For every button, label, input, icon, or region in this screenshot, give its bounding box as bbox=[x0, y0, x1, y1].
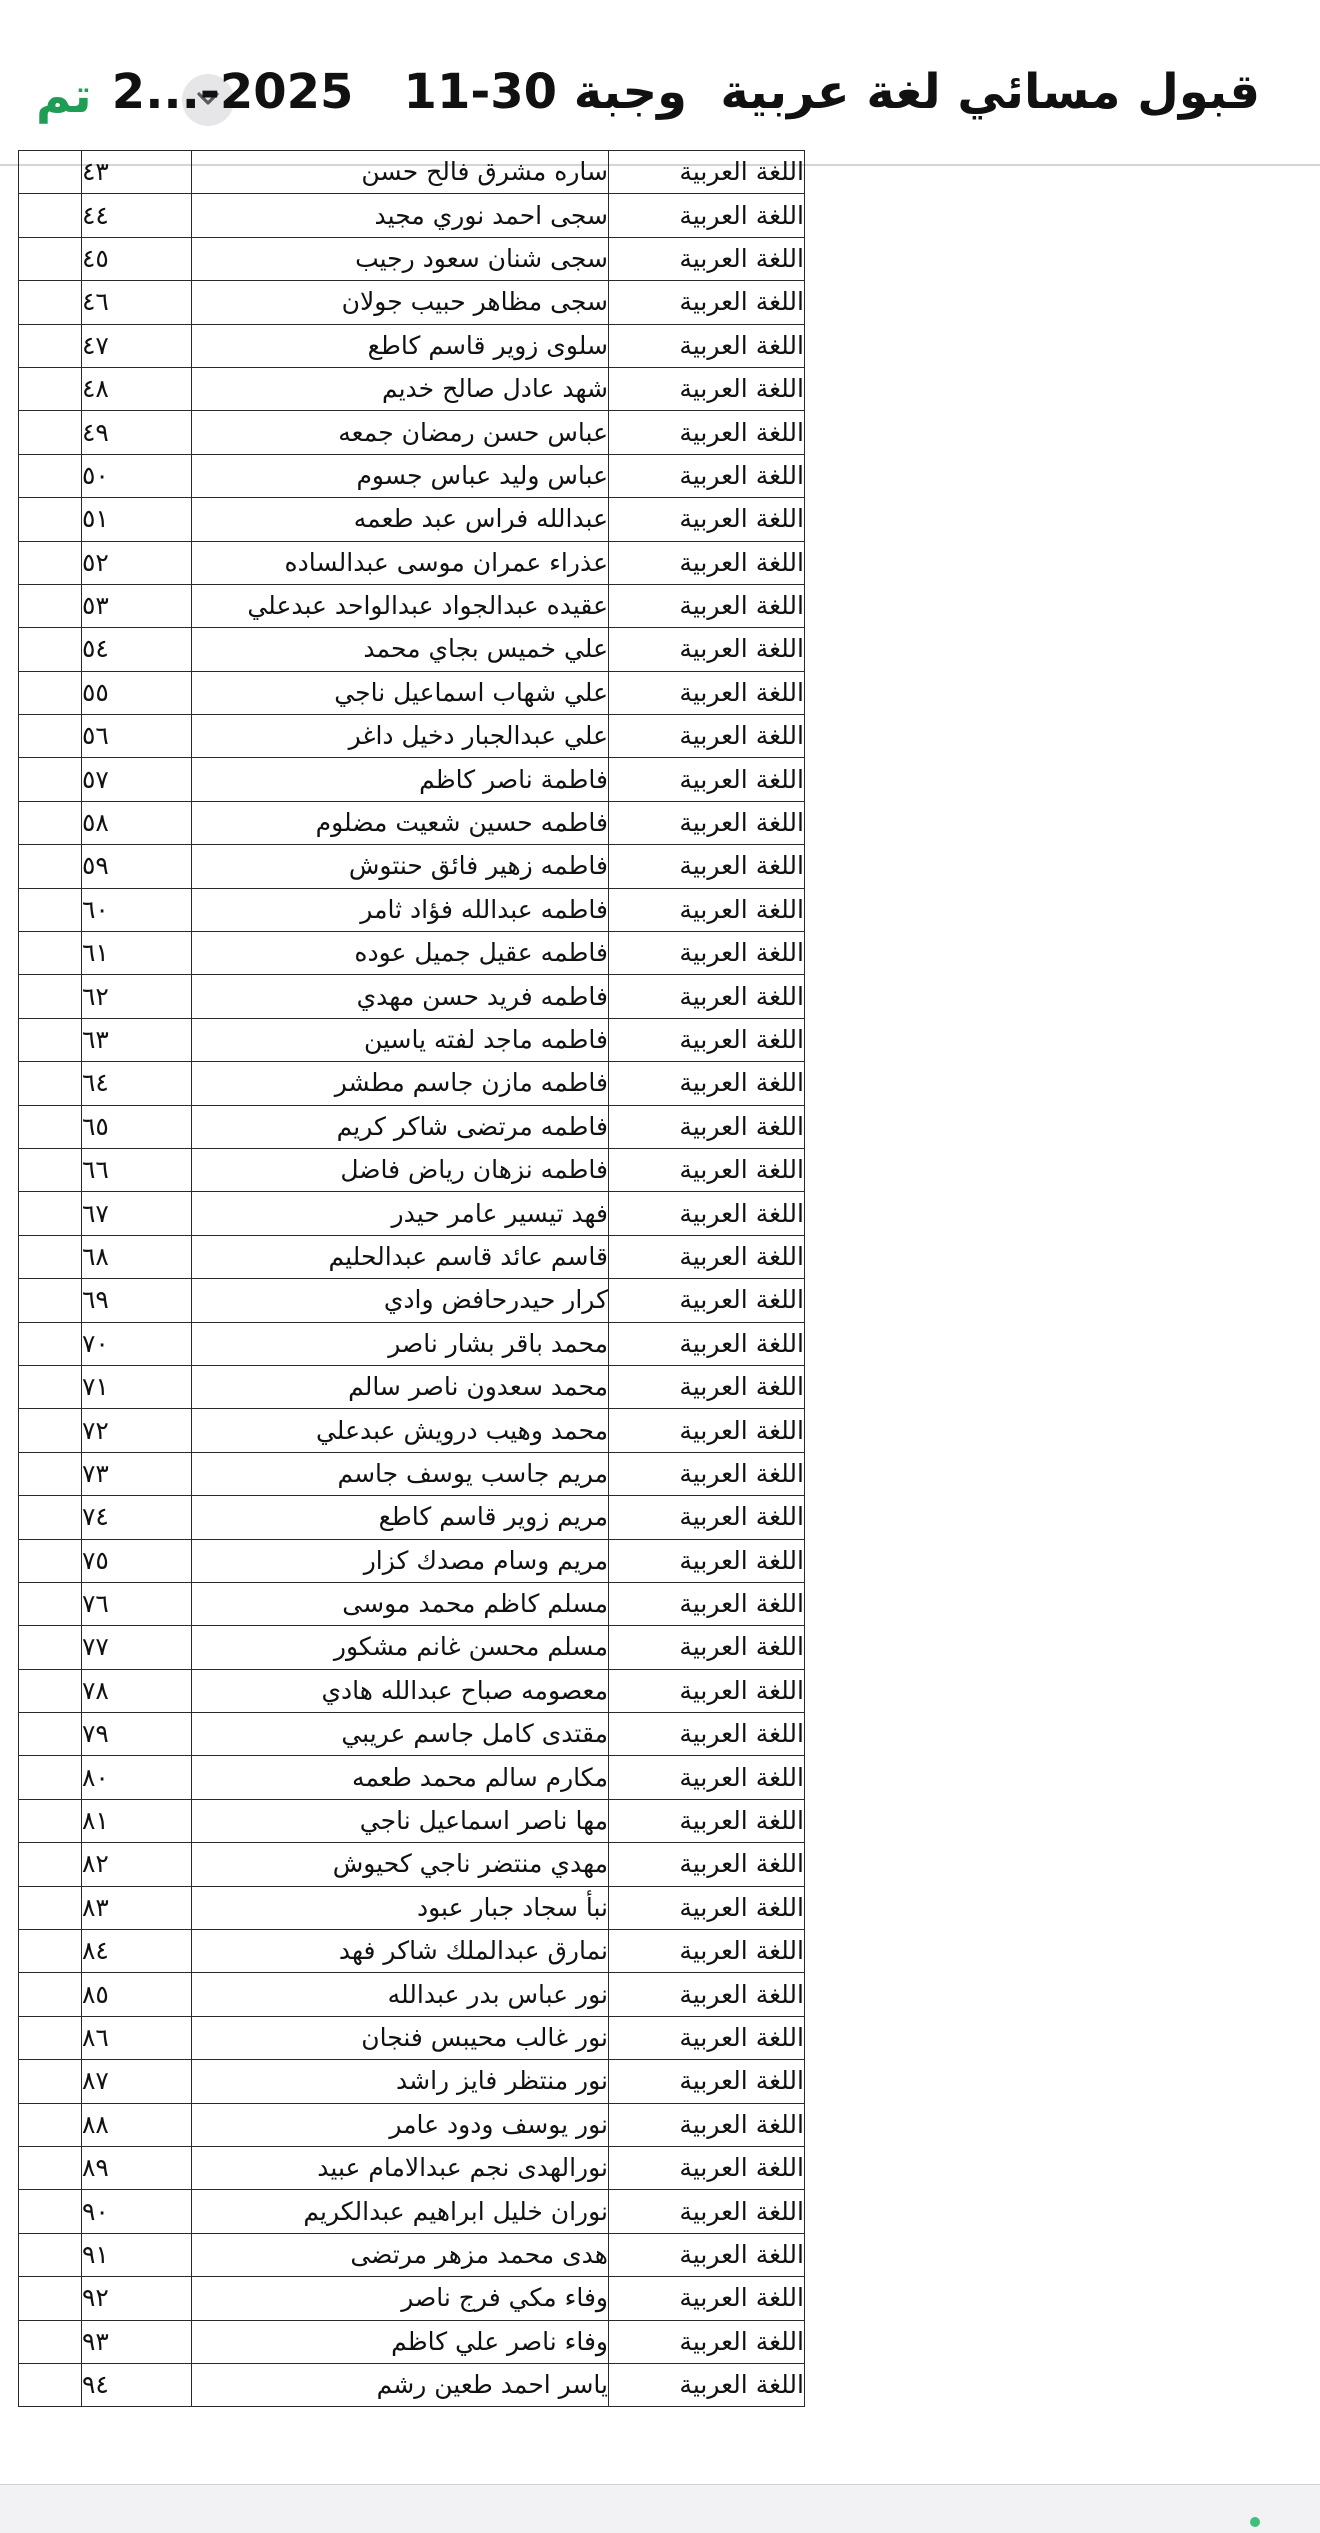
student-name-cell[interactable]: نور عباس بدر عبدالله bbox=[192, 1973, 609, 2016]
table-row[interactable] bbox=[19, 1496, 805, 1539]
student-name-cell[interactable]: نوران خليل ابراهيم عبدالكريم bbox=[192, 2190, 609, 2233]
row-number-cell[interactable]: ٥٠ bbox=[82, 454, 192, 497]
department-cell[interactable]: اللغة العربية bbox=[609, 584, 805, 627]
student-name-cell[interactable]: ساره مشرق فالح حسن bbox=[192, 151, 609, 194]
table-row[interactable] bbox=[19, 1322, 805, 1365]
student-name-cell[interactable]: فهد تيسير عامر حيدر bbox=[192, 1192, 609, 1235]
student-name-cell[interactable]: نور يوسف ودود عامر bbox=[192, 2103, 609, 2146]
row-number-cell[interactable]: ٨٦ bbox=[82, 2016, 192, 2059]
student-name-cell[interactable]: سجى احمد نوري مجيد bbox=[192, 194, 609, 237]
row-gutter-cell[interactable] bbox=[19, 1582, 82, 1625]
student-name-cell[interactable]: مها ناصر اسماعيل ناجي bbox=[192, 1799, 609, 1842]
row-number-cell[interactable]: ٥٧ bbox=[82, 758, 192, 801]
department-cell[interactable]: اللغة العربية bbox=[609, 281, 805, 324]
row-gutter-cell[interactable] bbox=[19, 2146, 82, 2189]
student-name-cell[interactable]: عبدالله فراس عبد طعمه bbox=[192, 498, 609, 541]
department-cell[interactable]: اللغة العربية bbox=[609, 1235, 805, 1278]
row-number-cell[interactable]: ٩٠ bbox=[82, 2190, 192, 2233]
department-cell[interactable]: اللغة العربية bbox=[609, 151, 805, 194]
row-gutter-cell[interactable] bbox=[19, 671, 82, 714]
table-row[interactable] bbox=[19, 1669, 805, 1712]
department-cell[interactable]: اللغة العربية bbox=[609, 2363, 805, 2406]
table-row[interactable] bbox=[19, 1279, 805, 1322]
student-name-cell[interactable]: نور غالب محيبس فنجان bbox=[192, 2016, 609, 2059]
row-gutter-cell[interactable] bbox=[19, 237, 82, 280]
row-gutter-cell[interactable] bbox=[19, 1756, 82, 1799]
table-row[interactable] bbox=[19, 1582, 805, 1625]
student-name-cell[interactable]: مكارم سالم محمد طعمه bbox=[192, 1756, 609, 1799]
row-gutter-cell[interactable] bbox=[19, 1539, 82, 1582]
row-gutter-cell[interactable] bbox=[19, 2233, 82, 2276]
department-cell[interactable]: اللغة العربية bbox=[609, 1496, 805, 1539]
table-row[interactable] bbox=[19, 1235, 805, 1278]
row-gutter-cell[interactable] bbox=[19, 1496, 82, 1539]
row-gutter-cell[interactable] bbox=[19, 1886, 82, 1929]
student-name-cell[interactable]: عقيده عبدالجواد عبدالواحد عبدعلي bbox=[192, 584, 609, 627]
student-name-cell[interactable]: سجى شنان سعود رجيب bbox=[192, 237, 609, 280]
table-row[interactable] bbox=[19, 498, 805, 541]
row-number-cell[interactable]: ٥٨ bbox=[82, 801, 192, 844]
department-cell[interactable]: اللغة العربية bbox=[609, 932, 805, 975]
student-name-cell[interactable]: فاطمه ماجد لفته ياسين bbox=[192, 1018, 609, 1061]
student-name-cell[interactable]: هدى محمد مزهر مرتضى bbox=[192, 2233, 609, 2276]
department-cell[interactable]: اللغة العربية bbox=[609, 671, 805, 714]
row-number-cell[interactable]: ٩٣ bbox=[82, 2320, 192, 2363]
row-number-cell[interactable]: ٥٤ bbox=[82, 628, 192, 671]
student-name-cell[interactable]: سلوى زوير قاسم كاطع bbox=[192, 324, 609, 367]
student-name-cell[interactable]: فاطمه عبدالله فؤاد ثامر bbox=[192, 888, 609, 931]
row-number-cell[interactable]: ٨٧ bbox=[82, 2060, 192, 2103]
table-row[interactable] bbox=[19, 1148, 805, 1191]
table-row[interactable] bbox=[19, 584, 805, 627]
table-row[interactable] bbox=[19, 2103, 805, 2146]
student-name-cell[interactable]: فاطمه نزهان رياض فاضل bbox=[192, 1148, 609, 1191]
row-number-cell[interactable]: ٧٦ bbox=[82, 1582, 192, 1625]
row-gutter-cell[interactable] bbox=[19, 1365, 82, 1408]
row-number-cell[interactable]: ٥٣ bbox=[82, 584, 192, 627]
student-name-cell[interactable]: كرار حيدرحافض وادي bbox=[192, 1279, 609, 1322]
row-gutter-cell[interactable] bbox=[19, 367, 82, 410]
table-row[interactable] bbox=[19, 1062, 805, 1105]
department-cell[interactable]: اللغة العربية bbox=[609, 1930, 805, 1973]
table-row[interactable] bbox=[19, 975, 805, 1018]
row-gutter-cell[interactable] bbox=[19, 194, 82, 237]
student-name-cell[interactable]: محمد باقر بشار ناصر bbox=[192, 1322, 609, 1365]
row-gutter-cell[interactable] bbox=[19, 411, 82, 454]
department-cell[interactable]: اللغة العربية bbox=[609, 2190, 805, 2233]
row-gutter-cell[interactable] bbox=[19, 628, 82, 671]
department-cell[interactable]: اللغة العربية bbox=[609, 1843, 805, 1886]
table-row[interactable] bbox=[19, 281, 805, 324]
student-name-cell[interactable]: نور منتظر فايز راشد bbox=[192, 2060, 609, 2103]
row-number-cell[interactable]: ٩٤ bbox=[82, 2363, 192, 2406]
table-row[interactable] bbox=[19, 1756, 805, 1799]
row-gutter-cell[interactable] bbox=[19, 1799, 82, 1842]
table-row[interactable] bbox=[19, 411, 805, 454]
table-row[interactable] bbox=[19, 1973, 805, 2016]
student-name-cell[interactable]: فاطمه حسين شعيت مضلوم bbox=[192, 801, 609, 844]
student-name-cell[interactable]: مريم جاسب يوسف جاسم bbox=[192, 1452, 609, 1495]
row-gutter-cell[interactable] bbox=[19, 454, 82, 497]
department-cell[interactable]: اللغة العربية bbox=[609, 975, 805, 1018]
row-number-cell[interactable]: ٨٢ bbox=[82, 1843, 192, 1886]
student-name-cell[interactable]: مسلم محسن غانم مشكور bbox=[192, 1626, 609, 1669]
bottom-toolbar bbox=[0, 2484, 1320, 2533]
row-number-cell[interactable]: ٦٠ bbox=[82, 888, 192, 931]
row-gutter-cell[interactable] bbox=[19, 1148, 82, 1191]
row-gutter-cell[interactable] bbox=[19, 2320, 82, 2363]
department-cell[interactable]: اللغة العربية bbox=[609, 1582, 805, 1625]
department-cell[interactable]: اللغة العربية bbox=[609, 628, 805, 671]
department-cell[interactable]: اللغة العربية bbox=[609, 758, 805, 801]
row-gutter-cell[interactable] bbox=[19, 1713, 82, 1756]
row-gutter-cell[interactable] bbox=[19, 1930, 82, 1973]
row-gutter-cell[interactable] bbox=[19, 281, 82, 324]
row-number-cell[interactable]: ٥١ bbox=[82, 498, 192, 541]
department-cell[interactable]: اللغة العربية bbox=[609, 1452, 805, 1495]
department-cell[interactable]: اللغة العربية bbox=[609, 324, 805, 367]
row-gutter-cell[interactable] bbox=[19, 2103, 82, 2146]
row-number-cell[interactable]: ٦٤ bbox=[82, 1062, 192, 1105]
table-row[interactable] bbox=[19, 151, 805, 194]
spreadsheet-view[interactable] bbox=[0, 157, 1320, 2484]
student-name-cell[interactable]: علي خميس بجاي محمد bbox=[192, 628, 609, 671]
row-number-cell[interactable]: ٩٢ bbox=[82, 2277, 192, 2320]
department-cell[interactable]: اللغة العربية bbox=[609, 1018, 805, 1061]
row-number-cell[interactable]: ٧٠ bbox=[82, 1322, 192, 1365]
department-cell[interactable]: اللغة العربية bbox=[609, 2060, 805, 2103]
table-row[interactable] bbox=[19, 932, 805, 975]
table-row[interactable] bbox=[19, 1799, 805, 1842]
table-row[interactable] bbox=[19, 2277, 805, 2320]
done-button[interactable]: تم bbox=[36, 68, 92, 124]
student-name-cell[interactable]: نبأ سجاد جبار عبود bbox=[192, 1886, 609, 1929]
department-cell[interactable]: اللغة العربية bbox=[609, 1713, 805, 1756]
row-gutter-cell[interactable] bbox=[19, 932, 82, 975]
row-gutter-cell[interactable] bbox=[19, 1322, 82, 1365]
student-name-cell[interactable]: فاطمه مرتضى شاكر كريم bbox=[192, 1105, 609, 1148]
row-number-cell[interactable]: ٧٤ bbox=[82, 1496, 192, 1539]
student-name-cell[interactable]: نورالهدى نجم عبدالامام عبيد bbox=[192, 2146, 609, 2189]
table-row[interactable] bbox=[19, 845, 805, 888]
department-cell[interactable]: اللغة العربية bbox=[609, 888, 805, 931]
table-row[interactable] bbox=[19, 194, 805, 237]
student-name-cell[interactable]: فاطمه زهير فائق حنتوش bbox=[192, 845, 609, 888]
navigation-bar bbox=[0, 0, 1320, 166]
department-cell[interactable]: اللغة العربية bbox=[609, 1365, 805, 1408]
student-name-cell[interactable]: فاطمه مازن جاسم مطشر bbox=[192, 1062, 609, 1105]
row-number-cell[interactable]: ٨٠ bbox=[82, 1756, 192, 1799]
row-number-cell[interactable]: ٦٨ bbox=[82, 1235, 192, 1278]
table-row[interactable] bbox=[19, 237, 805, 280]
table-row[interactable] bbox=[19, 1018, 805, 1061]
table-row[interactable] bbox=[19, 1843, 805, 1886]
department-cell[interactable]: اللغة العربية bbox=[609, 367, 805, 410]
table-row[interactable] bbox=[19, 671, 805, 714]
table-row[interactable] bbox=[19, 628, 805, 671]
department-cell[interactable]: اللغة العربية bbox=[609, 1148, 805, 1191]
department-cell[interactable]: اللغة العربية bbox=[609, 454, 805, 497]
department-cell[interactable]: اللغة العربية bbox=[609, 2233, 805, 2276]
row-number-cell[interactable]: ٧١ bbox=[82, 1365, 192, 1408]
student-name-cell[interactable]: قاسم عائد قاسم عبدالحليم bbox=[192, 1235, 609, 1278]
row-gutter-cell[interactable] bbox=[19, 715, 82, 758]
table-row[interactable] bbox=[19, 1365, 805, 1408]
row-gutter-cell[interactable] bbox=[19, 1843, 82, 1886]
department-cell[interactable]: اللغة العربية bbox=[609, 801, 805, 844]
row-number-cell[interactable]: ٤٥ bbox=[82, 237, 192, 280]
department-cell[interactable]: اللغة العربية bbox=[609, 1279, 805, 1322]
row-gutter-cell[interactable] bbox=[19, 888, 82, 931]
table-row[interactable] bbox=[19, 758, 805, 801]
row-number-cell[interactable]: ٦١ bbox=[82, 932, 192, 975]
row-gutter-cell[interactable] bbox=[19, 2016, 82, 2059]
student-name-cell[interactable]: مقتدى كامل جاسم عريبي bbox=[192, 1713, 609, 1756]
department-cell[interactable]: اللغة العربية bbox=[609, 1669, 805, 1712]
row-number-cell[interactable]: ٨٨ bbox=[82, 2103, 192, 2146]
department-cell[interactable]: اللغة العربية bbox=[609, 411, 805, 454]
student-name-cell[interactable]: ياسر احمد طعين رشم bbox=[192, 2363, 609, 2406]
department-cell[interactable]: اللغة العربية bbox=[609, 1799, 805, 1842]
row-number-cell[interactable]: ٨٥ bbox=[82, 1973, 192, 2016]
table-row[interactable] bbox=[19, 454, 805, 497]
table-row[interactable] bbox=[19, 1105, 805, 1148]
row-gutter-cell[interactable] bbox=[19, 498, 82, 541]
table-row[interactable] bbox=[19, 2363, 805, 2406]
department-cell[interactable]: اللغة العربية bbox=[609, 1756, 805, 1799]
row-gutter-cell[interactable] bbox=[19, 2363, 82, 2406]
row-number-cell[interactable]: ٤٧ bbox=[82, 324, 192, 367]
row-number-cell[interactable]: ٤٦ bbox=[82, 281, 192, 324]
row-number-cell[interactable]: ٨٤ bbox=[82, 1930, 192, 1973]
department-cell[interactable]: اللغة العربية bbox=[609, 1539, 805, 1582]
department-cell[interactable]: اللغة العربية bbox=[609, 541, 805, 584]
department-cell[interactable]: اللغة العربية bbox=[609, 715, 805, 758]
row-gutter-cell[interactable] bbox=[19, 1105, 82, 1148]
department-cell[interactable]: اللغة العربية bbox=[609, 1192, 805, 1235]
row-gutter-cell[interactable] bbox=[19, 541, 82, 584]
department-cell[interactable]: اللغة العربية bbox=[609, 2103, 805, 2146]
table-row[interactable] bbox=[19, 2190, 805, 2233]
row-gutter-cell[interactable] bbox=[19, 1973, 82, 2016]
student-name-cell[interactable]: سجى مظاهر حبيب جولان bbox=[192, 281, 609, 324]
student-table bbox=[18, 150, 805, 2407]
department-cell[interactable]: اللغة العربية bbox=[609, 2146, 805, 2189]
row-number-cell[interactable]: ٧٣ bbox=[82, 1452, 192, 1495]
table-row[interactable] bbox=[19, 1539, 805, 1582]
row-number-cell[interactable]: ٨١ bbox=[82, 1799, 192, 1842]
row-number-cell[interactable]: ٨٣ bbox=[82, 1886, 192, 1929]
table-row[interactable] bbox=[19, 2320, 805, 2363]
row-number-cell[interactable]: ٤٨ bbox=[82, 367, 192, 410]
table-row[interactable] bbox=[19, 367, 805, 410]
department-cell[interactable]: اللغة العربية bbox=[609, 2320, 805, 2363]
department-cell[interactable]: اللغة العربية bbox=[609, 1973, 805, 2016]
row-number-cell[interactable]: ٧٧ bbox=[82, 1626, 192, 1669]
row-gutter-cell[interactable] bbox=[19, 801, 82, 844]
row-gutter-cell[interactable] bbox=[19, 2190, 82, 2233]
student-name-cell[interactable]: علي شهاب اسماعيل ناجي bbox=[192, 671, 609, 714]
table-row[interactable] bbox=[19, 1930, 805, 1973]
department-cell[interactable]: اللغة العربية bbox=[609, 845, 805, 888]
row-gutter-cell[interactable] bbox=[19, 1669, 82, 1712]
row-gutter-cell[interactable] bbox=[19, 1062, 82, 1105]
department-cell[interactable]: اللغة العربية bbox=[609, 1105, 805, 1148]
row-number-cell[interactable]: ٥٩ bbox=[82, 845, 192, 888]
row-number-cell[interactable]: ٦٥ bbox=[82, 1105, 192, 1148]
row-number-cell[interactable]: ٤٩ bbox=[82, 411, 192, 454]
student-name-cell[interactable]: فاطمه عقيل جميل عوده bbox=[192, 932, 609, 975]
row-gutter-cell[interactable] bbox=[19, 2277, 82, 2320]
table-row[interactable] bbox=[19, 2060, 805, 2103]
department-cell[interactable]: اللغة العربية bbox=[609, 237, 805, 280]
row-number-cell[interactable]: ٦٧ bbox=[82, 1192, 192, 1235]
student-name-cell[interactable]: عذراء عمران موسى عبدالساده bbox=[192, 541, 609, 584]
table-row[interactable] bbox=[19, 1626, 805, 1669]
row-number-cell[interactable]: ٧٩ bbox=[82, 1713, 192, 1756]
row-gutter-cell[interactable] bbox=[19, 1409, 82, 1452]
row-number-cell[interactable]: ٧٥ bbox=[82, 1539, 192, 1582]
row-gutter-cell[interactable] bbox=[19, 2060, 82, 2103]
student-name-cell[interactable]: معصومه صباح عبدالله هادي bbox=[192, 1669, 609, 1712]
table-row[interactable] bbox=[19, 1409, 805, 1452]
row-number-cell[interactable]: ٥٦ bbox=[82, 715, 192, 758]
table-row[interactable] bbox=[19, 324, 805, 367]
row-number-cell[interactable]: ٧٨ bbox=[82, 1669, 192, 1712]
row-gutter-cell[interactable] bbox=[19, 151, 82, 194]
row-number-cell[interactable]: ٦٦ bbox=[82, 1148, 192, 1191]
row-gutter-cell[interactable] bbox=[19, 1192, 82, 1235]
row-gutter-cell[interactable] bbox=[19, 758, 82, 801]
row-number-cell[interactable]: ٦٩ bbox=[82, 1279, 192, 1322]
student-name-cell[interactable]: شهد عادل صالح خديم bbox=[192, 367, 609, 410]
row-gutter-cell[interactable] bbox=[19, 1018, 82, 1061]
row-gutter-cell[interactable] bbox=[19, 1235, 82, 1278]
student-name-cell[interactable]: عباس وليد عباس جسوم bbox=[192, 454, 609, 497]
table-row[interactable] bbox=[19, 1192, 805, 1235]
table-row[interactable] bbox=[19, 801, 805, 844]
row-gutter-cell[interactable] bbox=[19, 1279, 82, 1322]
row-number-cell[interactable]: ٥٥ bbox=[82, 671, 192, 714]
row-gutter-cell[interactable] bbox=[19, 1626, 82, 1669]
row-gutter-cell[interactable] bbox=[19, 975, 82, 1018]
student-name-cell[interactable]: علي عبدالجبار دخيل داغر bbox=[192, 715, 609, 758]
student-name-cell[interactable]: فاطمة ناصر كاظم bbox=[192, 758, 609, 801]
row-number-cell[interactable]: ٦٢ bbox=[82, 975, 192, 1018]
row-number-cell[interactable]: ٤٤ bbox=[82, 194, 192, 237]
table-row[interactable] bbox=[19, 2146, 805, 2189]
row-number-cell[interactable]: ٩١ bbox=[82, 2233, 192, 2276]
department-cell[interactable]: اللغة العربية bbox=[609, 1322, 805, 1365]
student-name-cell[interactable]: مسلم كاظم محمد موسى bbox=[192, 1582, 609, 1625]
department-cell[interactable]: اللغة العربية bbox=[609, 2016, 805, 2059]
row-gutter-cell[interactable] bbox=[19, 845, 82, 888]
student-name-cell[interactable]: مريم وسام مصدك كزار bbox=[192, 1539, 609, 1582]
department-cell[interactable]: اللغة العربية bbox=[609, 194, 805, 237]
student-name-cell[interactable]: محمد سعدون ناصر سالم bbox=[192, 1365, 609, 1408]
department-cell[interactable]: اللغة العربية bbox=[609, 1409, 805, 1452]
student-name-cell[interactable]: وفاء مكي فرج ناصر bbox=[192, 2277, 609, 2320]
department-cell[interactable]: اللغة العربية bbox=[609, 1062, 805, 1105]
row-number-cell[interactable]: ٦٣ bbox=[82, 1018, 192, 1061]
table-row[interactable] bbox=[19, 2233, 805, 2276]
department-cell[interactable]: اللغة العربية bbox=[609, 1886, 805, 1929]
student-name-cell[interactable]: فاطمه فريد حسن مهدي bbox=[192, 975, 609, 1018]
table-row[interactable] bbox=[19, 1713, 805, 1756]
row-number-cell[interactable]: ٧٢ bbox=[82, 1409, 192, 1452]
student-name-cell[interactable]: عباس حسن رمضان جمعه bbox=[192, 411, 609, 454]
department-cell[interactable]: اللغة العربية bbox=[609, 498, 805, 541]
department-cell[interactable]: اللغة العربية bbox=[609, 2277, 805, 2320]
student-name-cell[interactable]: وفاء ناصر علي كاظم bbox=[192, 2320, 609, 2363]
row-gutter-cell[interactable] bbox=[19, 324, 82, 367]
student-name-cell[interactable]: نمارق عبدالملك شاكر فهد bbox=[192, 1930, 609, 1973]
table-row[interactable] bbox=[19, 1452, 805, 1495]
status-dot bbox=[1250, 2517, 1260, 2527]
row-number-cell[interactable]: ٨٩ bbox=[82, 2146, 192, 2189]
department-cell[interactable]: اللغة العربية bbox=[609, 1626, 805, 1669]
row-number-cell[interactable]: ٤٣ bbox=[82, 151, 192, 194]
student-name-cell[interactable]: مريم زوير قاسم كاطع bbox=[192, 1496, 609, 1539]
table-row[interactable] bbox=[19, 2016, 805, 2059]
table-row[interactable] bbox=[19, 715, 805, 758]
table-row[interactable] bbox=[19, 541, 805, 584]
student-name-cell[interactable]: مهدي منتضر ناجي كحيوش bbox=[192, 1843, 609, 1886]
table-row[interactable] bbox=[19, 888, 805, 931]
row-gutter-cell[interactable] bbox=[19, 1452, 82, 1495]
student-name-cell[interactable]: محمد وهيب درويش عبدعلي bbox=[192, 1409, 609, 1452]
row-number-cell[interactable]: ٥٢ bbox=[82, 541, 192, 584]
document-title[interactable]: قبول مسائي لغة عربية وجبة 30-11 2025-...2 bbox=[111, 64, 1260, 120]
table-row[interactable] bbox=[19, 1886, 805, 1929]
row-gutter-cell[interactable] bbox=[19, 584, 82, 627]
